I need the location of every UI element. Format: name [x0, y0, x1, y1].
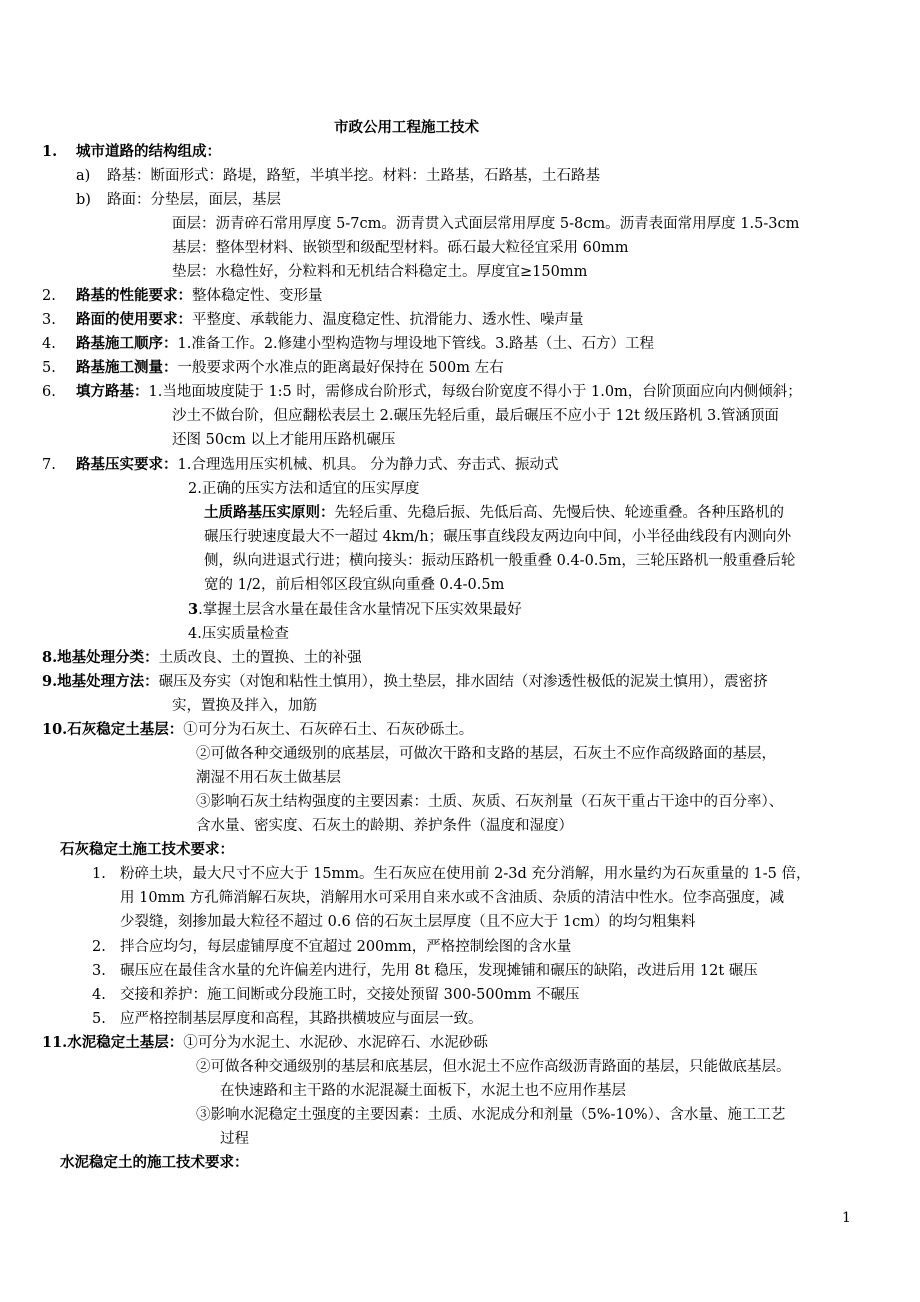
line-label: 路基压实要求：: [76, 456, 178, 473]
item-number: 7.: [42, 457, 56, 473]
item-number: 5.: [92, 1011, 106, 1027]
text-line: [76, 286, 323, 306]
text-line: [120, 985, 579, 1005]
text-line: [76, 358, 504, 378]
text-line: [120, 937, 571, 957]
text-line: [204, 551, 795, 571]
text-line: [220, 1081, 626, 1101]
line-text: 拌合应均匀，每层虚铺厚度不宜超过 200mm，严格控制绘图的含水量: [120, 939, 572, 955]
line-text: 垫层：水稳性好，分粒料和无机结合料稳定土。厚度宜≥150mm: [172, 264, 588, 280]
line-text: 还图 50cm 以上才能用压路机碾压: [172, 432, 396, 448]
line-label: 8.地基处理分类：: [42, 649, 159, 666]
page-number: 1: [842, 1210, 851, 1226]
line-text: 侧，纵向进退式行进；横向接头：振动压路机一般重叠 0.4-0.5m，三轮压路机一般重叠后轮: [204, 553, 796, 569]
line-label: 路面的使用要求：: [76, 311, 192, 328]
line-label: 路基的性能要求：: [76, 287, 192, 304]
line-text: ③影响水泥稳定土强度的主要因素：土质、水泥成分和剂量（5%-10%）、含水量、施工工艺: [196, 1107, 786, 1123]
text-line: [220, 1129, 249, 1149]
line-text: 1.准备工作。2.修建小型构造物与埋设地下管线。3.路基（土、石方）工程: [177, 336, 655, 352]
text-line: [76, 382, 802, 402]
line-text: 宽的 1/2，前后相邻区段宜纵向重叠 0.4-0.5m: [204, 577, 505, 593]
text-line: [76, 334, 654, 354]
text-line: [196, 1057, 791, 1077]
line-text: 在快速路和主干路的水泥混凝土面板下，水泥土也不应用作基层: [220, 1083, 626, 1099]
line-text: 用 10mm 方孔筛消解石灰块，消解用水可采用自来水或不含油质、杂质的清洁中性水。位李高强度，减: [120, 890, 785, 906]
text-line: [204, 575, 504, 595]
text-line: [76, 310, 584, 330]
text-line: [172, 430, 396, 450]
item-number: 2.: [42, 288, 56, 304]
text-line: [42, 648, 362, 668]
line-text: 少裂缝，刻掺加最大粒径不超过 0.6 倍的石灰土层厚度（且不应大于 1cm）的均匀粗集料: [120, 914, 696, 930]
line-text: 粉碎土块，最大尺寸不应大于 15mm。生石灰应在使用前 2-3d 充分消解，用水量约为石灰重量的 1-5 倍，: [120, 866, 811, 882]
text-line: [60, 840, 234, 860]
line-text: 碾压及夯实（对饱和粘性土慎用），换土垫层，排水固结（对渗透性极低的泥炭土慎用），震密挤: [158, 674, 768, 690]
line-text: 交接和养护：施工间断或分段施工时，交接处预留 300-500mm 不碾压: [120, 987, 580, 1003]
text-line: [76, 455, 558, 475]
line-text: ②可做各种交通级别的底基层，可做次干路和支路的基层，石灰土不应作高级路面的基层，: [196, 746, 776, 762]
line-text: 沙土不做台阶，但应翻松表层土 2.碾压先轻后重，最后碾压不应小于 12t 级压路机 3.管涵顶面: [172, 408, 779, 424]
text-line: [196, 768, 341, 788]
text-line: [188, 600, 522, 620]
line-text: 应严格控制基层厚度和高程，其路拱横坡应与面层一致。: [120, 1011, 483, 1027]
line-label: 9.地基处理方法：: [42, 673, 159, 690]
text-line: [120, 961, 758, 981]
text-line: [107, 190, 281, 210]
text-line: [42, 1033, 488, 1053]
item-number: 5.: [42, 360, 56, 376]
line-label: 石灰稳定土施工技术要求：: [60, 841, 234, 858]
line-text: 1.合理选用压实机械、机具。 分为静力式、夯击式、振动式: [177, 457, 559, 473]
text-line: [196, 744, 776, 764]
line-label: 路基施工测量：: [76, 359, 178, 376]
item-number: 1.: [42, 143, 58, 160]
item-number: b): [76, 192, 91, 208]
text-line: [120, 864, 810, 884]
line-text: 一般要求两个水准点的距离最好保持在 500m 左右: [177, 360, 504, 376]
item-number: 3.: [42, 312, 56, 328]
text-line: [120, 888, 784, 908]
text-line: [172, 238, 629, 258]
line-text: 过程: [220, 1131, 249, 1147]
line-text: 实，置换及拌入，加筋: [172, 698, 317, 714]
line-text: 2.正确的压实方法和适宜的压实厚度: [188, 481, 420, 497]
text-line: [172, 214, 799, 234]
line-text: 平整度、承载能力、温度稳定性、抗滑能力、透水性、噪声量: [192, 312, 584, 328]
line-text: ②可做各种交通级别的基层和底基层，但水泥土不应作高级沥青路面的基层，只能做底基层。: [196, 1059, 791, 1075]
text-line: [120, 912, 695, 932]
line-text: 路面：分垫层，面层，基层: [107, 192, 281, 208]
line-text: 路基：断面形式：路堤，路堑，半填半挖。材料：土路基，石路基，土石路基: [107, 168, 600, 184]
line-label: 11.水泥稳定土基层：: [42, 1034, 184, 1051]
text-line: [120, 1009, 483, 1029]
line-text: 整体稳定性、变形量: [192, 288, 323, 304]
text-line: [188, 624, 289, 644]
line-text: ①可分为石灰土、石灰碎石土、石灰砂砾土。: [183, 722, 474, 738]
text-line: [76, 142, 221, 162]
line-text: 面层：沥青碎石常用厚度 5-7cm。沥青贯入式面层常用厚度 5-8cm。沥青表面常用厚度 1.5-3cm: [172, 216, 800, 232]
line-label: 10.石灰稳定土基层：: [42, 721, 184, 738]
text-line: [204, 503, 784, 523]
text-line: [196, 816, 573, 836]
text-line: [42, 720, 473, 740]
text-line: [42, 672, 768, 692]
text-line: [172, 406, 779, 426]
line-text: 土质改良、土的置换、土的补强: [158, 650, 362, 666]
item-number: 2.: [92, 939, 106, 955]
line-label: 水泥稳定土的施工技术要求：: [60, 1154, 249, 1171]
line-text: 4.压实质量检查: [188, 626, 289, 642]
line-text: 1.当地面坡度陡于 1:5 时，需修成台阶形式，每级台阶宽度不得小于 1.0m，台阶顶面应向内侧倾斜；: [148, 384, 802, 400]
text-line: [188, 479, 419, 499]
line-label: 土质路基压实原则：: [204, 504, 335, 521]
text-line: [172, 262, 587, 282]
line-text: 先轻后重、先稳后振、先低后高、先慢后快、轮迹重叠。各种压路机的: [334, 505, 784, 521]
line-text: .掌握土层含水量在最佳含水量情况下压实效果最好: [198, 602, 522, 618]
page-title: 市政公用工程施工技术: [334, 119, 479, 136]
line-label: 城市道路的结构组成：: [76, 143, 221, 160]
line-label: 路基施工顺序：: [76, 335, 178, 352]
item-number: a): [76, 168, 91, 184]
line-text: ①可分为水泥土、水泥砂、水泥碎石、水泥砂砾: [183, 1035, 488, 1051]
line-text: ③影响石灰土结构强度的主要因素：土质、灰质、石灰剂量（石灰干重占干途中的百分率）、: [196, 794, 784, 810]
line-text: 潮湿不用石灰土做基层: [196, 770, 341, 786]
text-line: [172, 696, 317, 716]
line-text: 含水量、密实度、石灰土的龄期、养护条件（温度和湿度）: [196, 818, 573, 834]
line-text: 基层：整体型材料、嵌锁型和级配型材料。砾石最大粒径宜采用 60mm: [172, 240, 629, 256]
item-number: 6.: [42, 384, 56, 400]
text-line: [60, 1153, 249, 1173]
line-label: 填方路基：: [76, 383, 149, 400]
item-number: 1.: [92, 866, 106, 882]
item-number: 3.: [92, 963, 106, 979]
line-label: 3: [188, 601, 199, 618]
item-number: 4.: [42, 336, 56, 352]
item-number: 4.: [92, 987, 106, 1003]
text-line: [107, 166, 600, 186]
text-line: [196, 1105, 785, 1125]
text-line: [204, 527, 791, 547]
text-line: [196, 792, 783, 812]
line-text: 碾压应在最佳含水量的允许偏差内进行，先用 8t 稳压，发现摊铺和碾压的缺陷，改进后用 12t 碾压: [120, 963, 758, 979]
line-text: 碾压行驶速度最大不一超过 4km/h；碾压事直线段友两边向中间，小半径曲线段有内测向外: [204, 529, 792, 545]
